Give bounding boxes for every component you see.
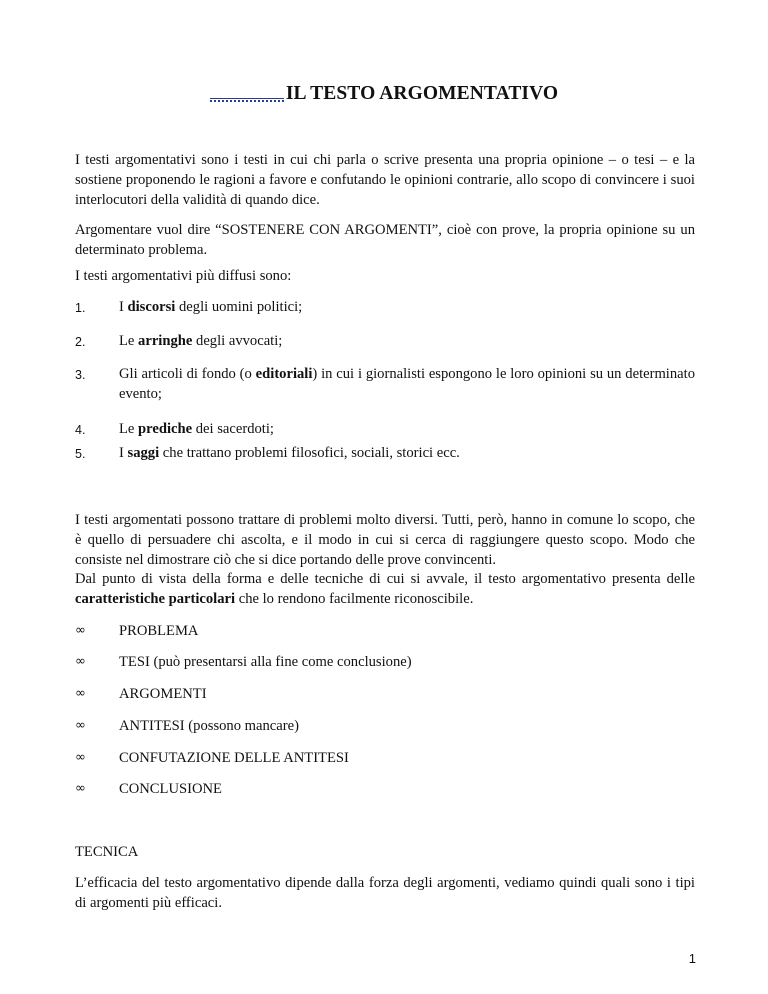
bullet-item-text: ANTITESI (possono mancare) [119,718,299,734]
bullet-list-item [75,652,695,672]
infinity-bullet-icon: ∞ [75,781,86,796]
bullet-list-item [75,716,695,736]
infinity-bullet-icon: ∞ [75,750,86,765]
list-item-keyword: saggi [127,445,160,461]
list-item-text: degli uomini politici; [175,299,303,315]
list-item-keyword: arringhe [138,333,193,349]
list-item-number: 1. [75,301,86,315]
infinity-bullet-icon: ∞ [75,686,86,701]
bullet-list-item [75,748,695,768]
bullet-item-text: TESI (può presentarsi alla fine come conclusione) [119,654,412,670]
bullet-list-item [75,621,695,641]
list-item-text: Gli articoli di fondo (o [119,366,256,382]
list-item-number: 5. [75,447,86,461]
list-item-keyword: editoriali [255,366,313,382]
features-keyword: caratteristiche particolari [75,591,236,607]
list-item-number: 4. [75,423,86,437]
list-item-text: I [119,299,128,315]
list-item-number: 2. [75,335,86,349]
list-item-keyword: prediche [138,421,193,437]
numbered-list-item [75,364,695,404]
numbered-list-item [75,297,695,317]
infinity-bullet-icon: ∞ [75,654,86,669]
bullet-item-text: CONFUTAZIONE DELLE ANTITESI [119,750,349,766]
document-title-text: IL TESTO ARGOMENTATIVO [285,83,559,104]
bullet-list-item [75,779,695,799]
efficacy-paragraph: L’efficacia del testo argomentativo dipende dalla forza degli argomenti, vediamo quindi quali sono i tipi di argomenti più efficaci. [75,875,695,911]
list-item-text: dei sacerdoti; [192,421,274,437]
definition-paragraph: Argomentare vuol dire “SOSTENERE CON ARGOMENTI”, cioè con prove, la propria opinione su un determinato problema. [75,222,695,258]
intro-paragraph: I testi argomentativi sono i testi in cui chi parla o scrive presenta una propria opinione – o tesi – e la sostiene proponendo le ragioni a favore e confutando le opinioni contrarie, allo scopo di convincere i suoi interlocutori della validità di quando dice. [75,152,695,208]
document-title [210,84,558,104]
title-underline-mark [210,98,284,102]
list-item-text: ) in cui i giornalisti espongono le loro opinioni su un determinato evento; [119,366,695,402]
list-item-text: che trattano problemi filosofici, sociali, storici ecc. [159,445,460,461]
numbered-list-item [75,331,695,351]
list-item-text: I [119,445,128,461]
title-container [0,84,768,105]
list-item-text: Le [119,333,139,349]
numbered-list-item [75,419,695,439]
bullet-list-item [75,684,695,704]
numbered-list-item [75,443,695,463]
list-item-text: Le [119,421,139,437]
features-text: che lo rendono facilmente riconoscibile. [235,591,474,607]
topics-paragraph: I testi argomentati possono trattare di problemi molto diversi. Tutti, però, hanno in comune lo scopo, che è quello di persuadere chi ascolta, e il modo in cui si cerca di raggiungere questo scopo. Modo che consiste nel dimostrare ciò che si dice portando delle prove convincenti. [75,512,695,568]
bullet-item-text: PROBLEMA [119,623,199,639]
features-text: Dal punto di vista della forma e delle tecniche di cui si avvale, il testo argomentativo presenta delle [75,571,695,587]
infinity-bullet-icon: ∞ [75,623,86,638]
features-paragraph [75,569,695,609]
list-intro-paragraph: I testi argomentativi più diffusi sono: [75,268,292,284]
bullet-item-text: CONCLUSIONE [119,781,222,797]
list-item-text: degli avvocati; [192,333,283,349]
list-item-keyword: discorsi [127,299,176,315]
infinity-bullet-icon: ∞ [75,718,86,733]
section-heading: TECNICA [75,844,139,860]
list-item-number: 3. [75,368,86,382]
bullet-item-text: ARGOMENTI [119,686,207,702]
page-number: 1 [688,951,696,966]
